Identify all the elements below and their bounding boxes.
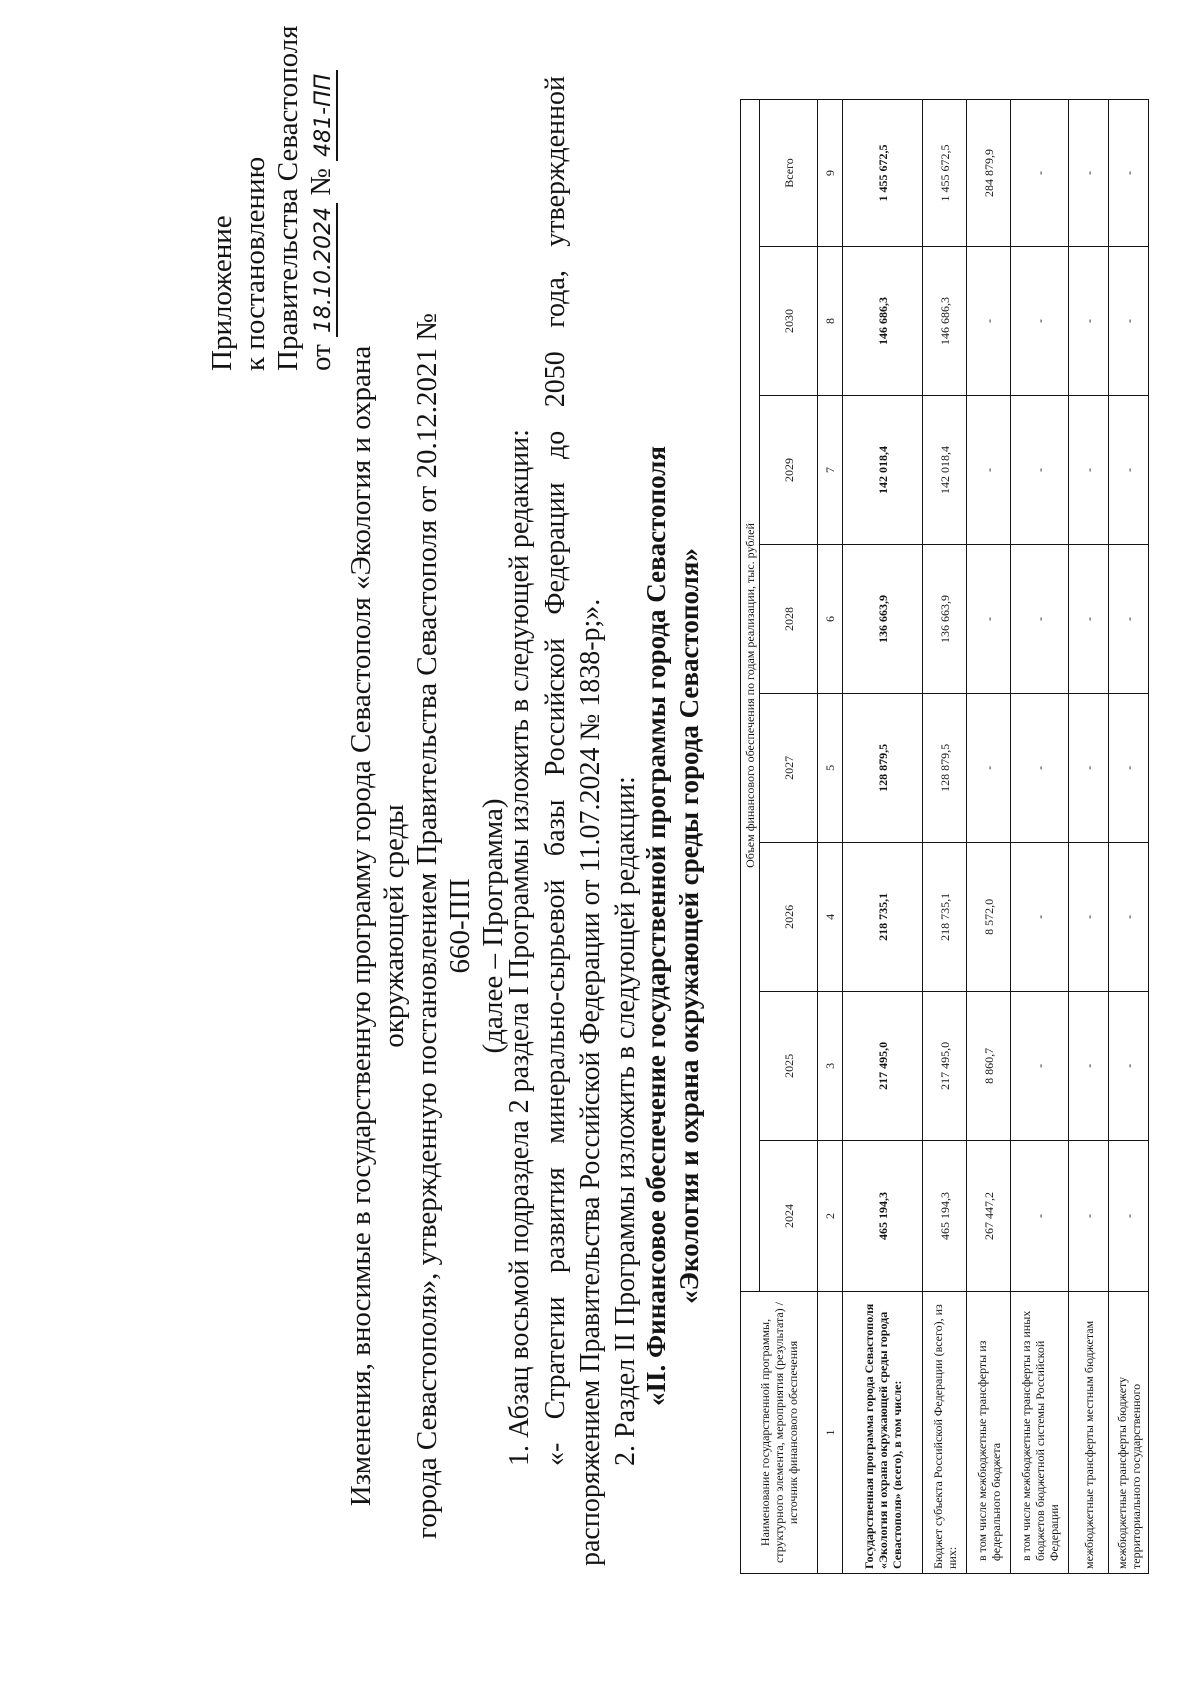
column-number-row	[818, 100, 843, 1574]
cell-value: -	[1109, 246, 1149, 395]
section-title-line-1: «II. Финансовое обеспечение государственной программы города Севастополя	[641, 445, 671, 1407]
table-header-row-1	[741, 100, 760, 1574]
column-header-name: Наименование государственной программы, структурного элемента, мероприятия (результата) / источник финансового обеспечения	[741, 1291, 818, 1573]
cell-value: 284 879,9	[967, 100, 1011, 247]
table-row-territorial-fund	[1109, 100, 1149, 1574]
cell-value: -	[1069, 693, 1109, 842]
year-header: 2024	[760, 1140, 818, 1291]
year-header: 2029	[760, 395, 818, 544]
cell-value: -	[1069, 395, 1109, 544]
row-name: в том числе межбюджетные трансферты из иных бюджетов бюджетной системы Российской Федерации	[1011, 1291, 1069, 1573]
cell-value: 8 860,7	[967, 991, 1011, 1140]
cell-value: -	[1109, 1140, 1149, 1291]
cell-value: 465 194,3	[923, 1140, 967, 1291]
cell-value: 1 455 672,5	[843, 100, 923, 247]
cell-value: -	[1069, 100, 1109, 247]
cell-value: 1 455 672,5	[923, 100, 967, 247]
cell-value: 142 018,4	[923, 395, 967, 544]
cell-value: 218 735,1	[843, 842, 923, 991]
cell-value: 142 018,4	[843, 395, 923, 544]
cell-value: 218 735,1	[923, 842, 967, 991]
row-name: межбюджетные трансферты бюджету территориального государственного	[1109, 1291, 1149, 1573]
title-line-3: (далее – Программа)	[477, 798, 509, 1054]
cell-value: -	[1109, 693, 1149, 842]
cell-value: 217 495,0	[843, 991, 923, 1140]
year-header: 2028	[760, 544, 818, 693]
total-header: Всего	[760, 100, 818, 247]
year-header: 2027	[760, 693, 818, 842]
handwritten-number: 481-ПП	[311, 70, 338, 161]
table-row-other-transfers	[1011, 100, 1069, 1574]
cell-value: 217 495,0	[923, 991, 967, 1140]
cell-value: -	[1109, 395, 1149, 544]
title-line-2: города Севастополя», утвержденную постановлением Правительства Севастополя от 20.12.2021 № 660-ПП	[411, 313, 476, 1539]
section-title-line-2: «Экология и охрана окружающей среды города Севастополя»	[674, 548, 704, 1304]
quoted-text: «- Стратегии развития минерально-сырьевой базы Российской Федерации до 2050 года, утвержденной распоряжением Правительства Российской Федерации от 11.07.2024 № 1838-р;».	[540, 76, 606, 1566]
cell-value: -	[1011, 842, 1069, 991]
cell-value: -	[1011, 693, 1069, 842]
section-title	[640, 306, 706, 1546]
cell-value: -	[1011, 100, 1069, 247]
cell-value: -	[967, 544, 1011, 693]
appendix-date-line	[305, 25, 340, 371]
cell-value: -	[1011, 395, 1069, 544]
cell-value: -	[1069, 246, 1109, 395]
year-header: 2025	[760, 991, 818, 1140]
appendix-line-3: Правительства Севастополя	[272, 25, 304, 371]
row-name: Бюджет субъекта Российской Федерации (всего), из них:	[923, 1291, 967, 1573]
column-number: 1	[818, 1291, 843, 1573]
cell-value: -	[967, 246, 1011, 395]
date-prefix: от	[305, 344, 337, 371]
cell-value: -	[1069, 544, 1109, 693]
column-number: 4	[818, 842, 843, 991]
table-row-local-transfers	[1069, 100, 1109, 1574]
column-number: 8	[818, 246, 843, 395]
cell-value: 146 686,3	[843, 246, 923, 395]
row-name: межбюджетные трансферты местным бюджетам	[1069, 1291, 1109, 1573]
appendix-line-2: к постановлению	[239, 156, 271, 371]
column-number: 5	[818, 693, 843, 842]
cell-value: 267 447,2	[967, 1140, 1011, 1291]
column-number: 7	[818, 395, 843, 544]
financing-table	[740, 99, 1149, 1574]
cell-value: -	[1011, 246, 1069, 395]
column-number: 2	[818, 1140, 843, 1291]
cell-value: -	[1109, 991, 1149, 1140]
cell-value: -	[967, 395, 1011, 544]
appendix-block	[206, 25, 340, 371]
cell-value: 136 663,9	[923, 544, 967, 693]
cell-value: 146 686,3	[923, 246, 967, 395]
row-name: в том числе межбюджетные трансферты из федерального бюджета	[967, 1291, 1011, 1573]
table-row-program-total	[843, 100, 923, 1574]
cell-value: -	[1011, 1140, 1069, 1291]
cell-value: -	[1069, 842, 1109, 991]
cell-value: -	[1109, 842, 1149, 991]
table-row-regional-budget	[923, 100, 967, 1574]
cell-value: 8 572,0	[967, 842, 1011, 991]
cell-value: -	[1069, 991, 1109, 1140]
cell-value: -	[1011, 544, 1069, 693]
cell-value: -	[1069, 1140, 1109, 1291]
cell-value: -	[967, 693, 1011, 842]
column-number: 3	[818, 991, 843, 1140]
cell-value: 136 663,9	[843, 544, 923, 693]
year-header: 2030	[760, 246, 818, 395]
year-header: 2026	[760, 842, 818, 991]
column-number: 9	[818, 100, 843, 247]
column-group-header: Объем финансового обеспечения по годам реализации, тыс. рублей	[741, 100, 760, 1292]
table-row-federal-transfers	[967, 100, 1011, 1574]
item-1-paragraph: 1. Абзац восьмой подраздела 2 раздела I Программы изложить в следующей редакции:	[504, 429, 535, 1466]
cell-value: -	[1109, 544, 1149, 693]
number-sign: №	[305, 168, 337, 196]
cell-value: -	[1109, 100, 1149, 247]
cell-value: -	[1011, 991, 1069, 1140]
handwritten-date: 18.10.2024	[311, 203, 338, 337]
document-title	[345, 306, 510, 1546]
title-line-1: Изменения, вносимые в государственную программу города Севастополя «Экология и охрана окружающей среды	[345, 345, 410, 1507]
appendix-line-1: Приложение	[206, 215, 238, 371]
cell-value: 128 879,5	[923, 693, 967, 842]
cell-value: 465 194,3	[843, 1140, 923, 1291]
row-name: Государственная программа города Севастополя «Экология и охрана окружающей среды города Севастополя» (всего), в том числе:	[843, 1291, 923, 1573]
cell-value: 128 879,5	[843, 693, 923, 842]
column-number: 6	[818, 544, 843, 693]
item-2-paragraph: 2. Раздел II Программы изложить в следующей редакции:	[610, 776, 641, 1466]
